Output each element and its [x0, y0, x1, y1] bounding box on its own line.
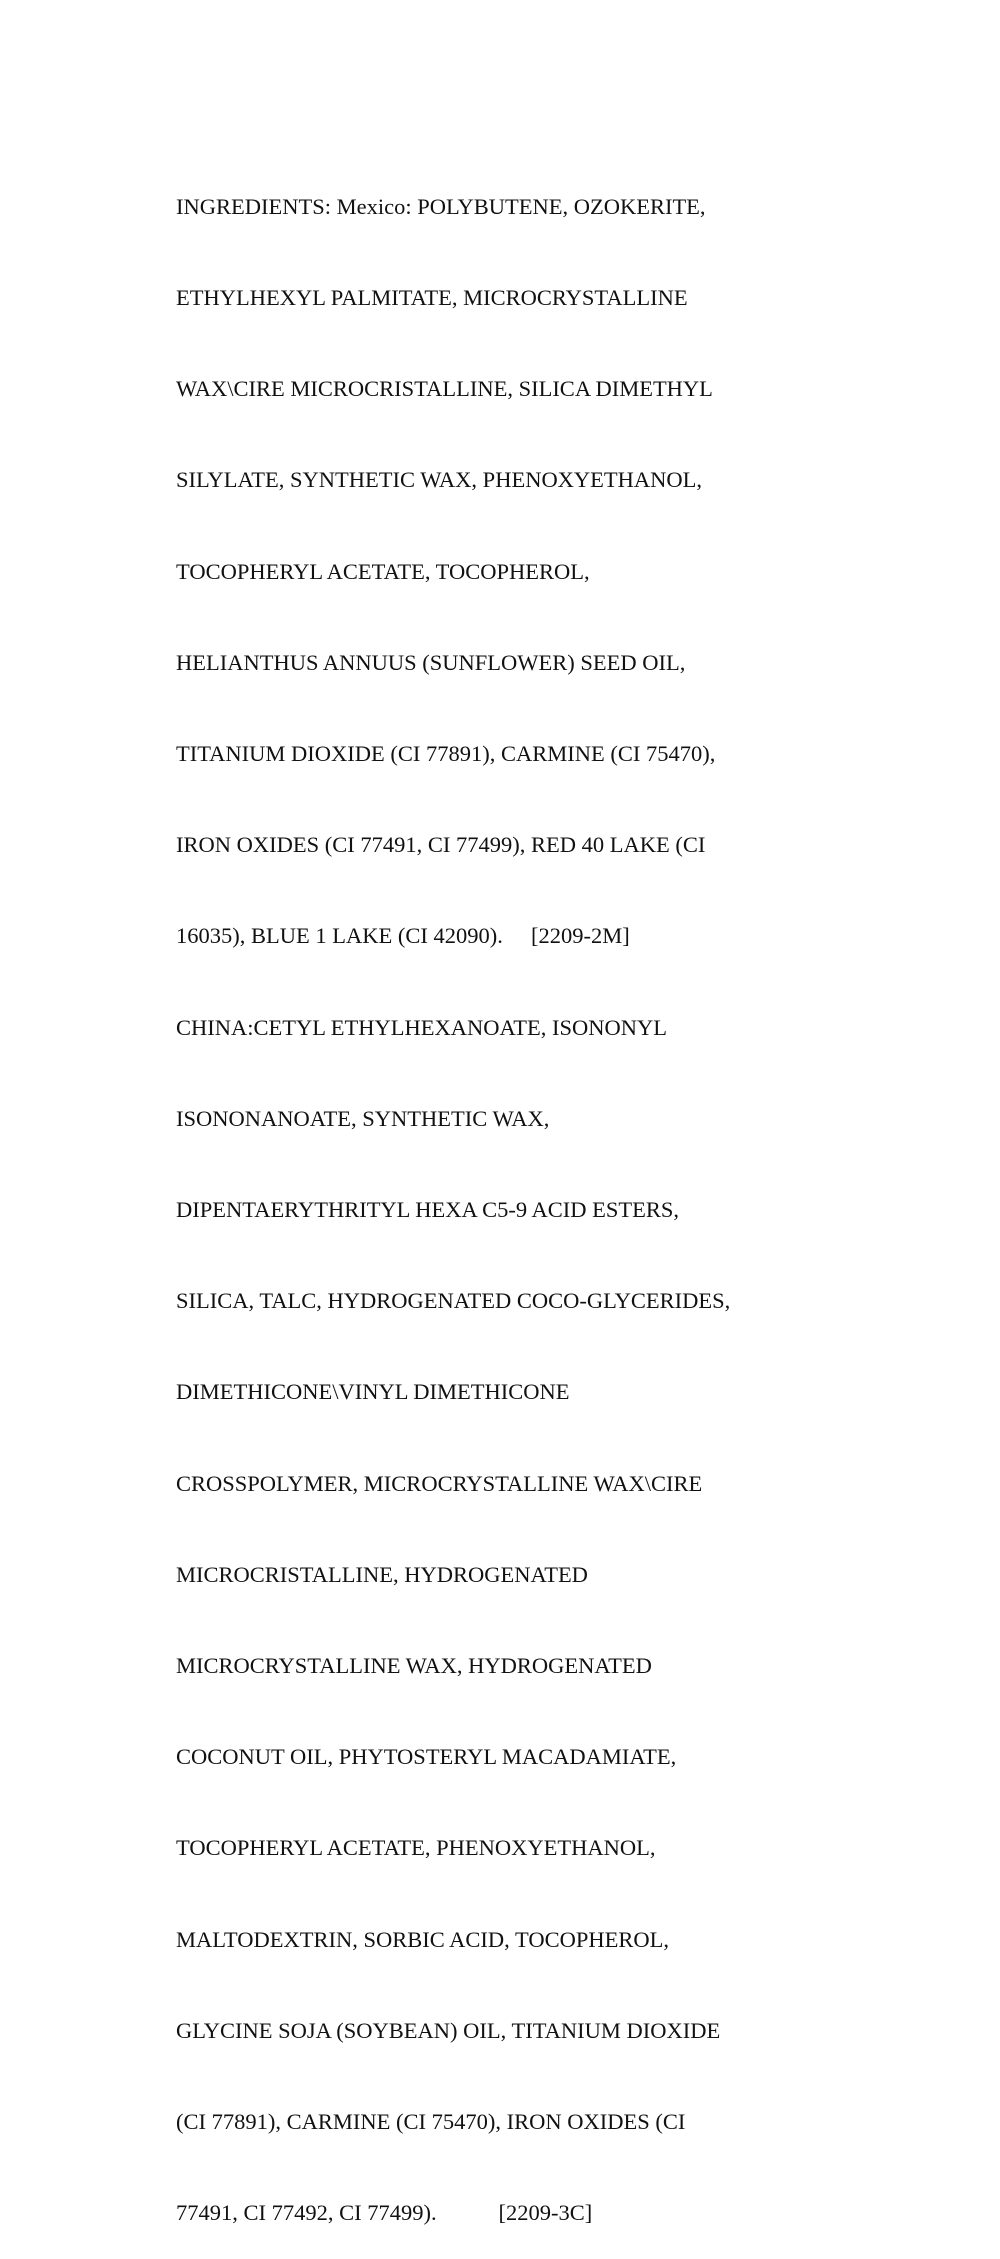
ingredients-line: DIPENTAERYTHRITYL HEXA C5-9 ACID ESTERS, — [176, 1197, 679, 1223]
ingredients-line: TOCOPHERYL ACETATE, PHENOXYETHANOL, — [176, 1835, 656, 1861]
ingredients-line: GLYCINE SOJA (SOYBEAN) OIL, TITANIUM DIOXIDE — [176, 2017, 721, 2043]
ingredients-line: DIMETHICONE\VINYL DIMETHICONE — [176, 1379, 570, 1405]
ingredients-line: ETHYLHEXYL PALMITATE, MICROCRYSTALLINE — [176, 285, 688, 311]
ingredients-line: CHINA:CETYL ETHYLHEXANOATE, ISONONYL — [176, 1014, 667, 1040]
ingredients-line: COCONUT OIL, PHYTOSTERYL MACADAMIATE, — [176, 1744, 677, 1770]
ingredients-line: CROSSPOLYMER, MICROCRYSTALLINE WAX\CIRE — [176, 1470, 703, 1496]
ingredients-line: TITANIUM DIOXIDE (CI 77891), CARMINE (CI 75470), — [176, 741, 716, 767]
ingredients-line: SILYLATE, SYNTHETIC WAX, PHENOXYETHANOL, — [176, 467, 703, 493]
ingredients-text-block — [176, 131, 976, 2259]
ingredients-line: 16035), BLUE 1 LAKE (CI 42090). [2209-2M] — [176, 923, 630, 949]
ingredients-line: MICROCRYSTALLINE WAX, HYDROGENATED — [176, 1653, 652, 1679]
ingredients-line: SILICA, TALC, HYDROGENATED COCO-GLYCERIDES, — [176, 1288, 731, 1314]
ingredients-line: ISONONANOATE, SYNTHETIC WAX, — [176, 1105, 550, 1131]
ingredients-line: 77491, CI 77492, CI 77499). [2209-3C] — [176, 2200, 593, 2226]
ingredients-line: TOCOPHERYL ACETATE, TOCOPHEROL, — [176, 558, 590, 584]
ingredients-line: MICROCRISTALLINE, HYDROGENATED — [176, 1561, 588, 1587]
ingredients-line: HELIANTHUS ANNUUS (SUNFLOWER) SEED OIL, — [176, 649, 686, 675]
ingredients-line: INGREDIENTS: Mexico: POLYBUTENE, OZOKERITE, — [176, 193, 706, 219]
ingredients-line: MALTODEXTRIN, SORBIC ACID, TOCOPHEROL, — [176, 1926, 669, 1952]
ingredients-line: WAX\CIRE MICROCRISTALLINE, SILICA DIMETHYL — [176, 376, 713, 402]
ingredients-line: (CI 77891), CARMINE (CI 75470), IRON OXIDES (CI — [176, 2109, 686, 2135]
ingredients-line: IRON OXIDES (CI 77491, CI 77499), RED 40 LAKE (CI — [176, 832, 706, 858]
